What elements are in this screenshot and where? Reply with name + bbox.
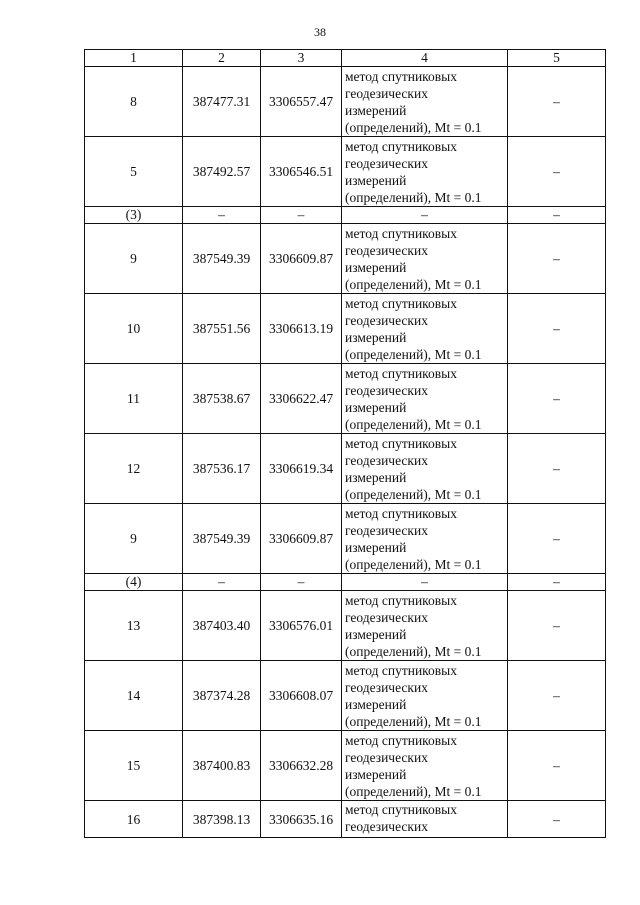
col5-cell: – (508, 224, 606, 294)
x-coordinate-cell: 387492.57 (183, 137, 261, 207)
table-row (85, 224, 606, 294)
col5-cell: – (508, 434, 606, 504)
header-col-4: 4 (342, 50, 508, 67)
method-text-line: (определений), Mt = 0.1 (345, 783, 482, 799)
y-coordinate-cell: 3306619.34 (261, 434, 342, 504)
table-row (85, 661, 606, 731)
section-separator-row (85, 574, 606, 591)
method-text-line: измерений (345, 329, 407, 345)
method-cell (342, 731, 508, 801)
method-text-line: (определений), Mt = 0.1 (345, 416, 482, 432)
method-text-line: метод спутниковых (345, 592, 457, 608)
method-text-line: (определений), Mt = 0.1 (345, 486, 482, 502)
table-row (85, 364, 606, 434)
method-cell (342, 434, 508, 504)
y-coordinate-cell: 3306613.19 (261, 294, 342, 364)
y-coordinate-cell: – (261, 574, 342, 591)
method-cell (342, 224, 508, 294)
point-number-cell: 10 (85, 294, 183, 364)
header-col-2: 2 (183, 50, 261, 67)
y-coordinate-cell: 3306609.87 (261, 224, 342, 294)
method-text-line: геодезических (345, 382, 428, 398)
method-text-line: измерений (345, 696, 407, 712)
x-coordinate-cell: 387398.13 (183, 801, 261, 838)
table-row (85, 67, 606, 137)
method-text-line: измерений (345, 399, 407, 415)
section-label: (3) (85, 207, 183, 224)
method-text-line: метод спутниковых (345, 802, 457, 817)
method-text-line: метод спутниковых (345, 662, 457, 678)
y-coordinate-cell: 3306622.47 (261, 364, 342, 434)
y-coordinate-cell: 3306576.01 (261, 591, 342, 661)
table-row (85, 294, 606, 364)
method-text-line: (определений), Mt = 0.1 (345, 119, 482, 135)
point-number-cell: 16 (85, 801, 183, 838)
y-coordinate-cell: 3306635.16 (261, 801, 342, 838)
method-text-line: геодезических (345, 312, 428, 328)
method-text-line: (определений), Mt = 0.1 (345, 713, 482, 729)
col5-cell: – (508, 801, 606, 838)
method-cell (342, 591, 508, 661)
method-text-line: геодезических (345, 679, 428, 695)
method-text-line: измерений (345, 766, 407, 782)
method-text-line: метод спутниковых (345, 68, 457, 84)
point-number-cell: 9 (85, 504, 183, 574)
x-coordinate-cell: 387536.17 (183, 434, 261, 504)
method-text-line: метод спутниковых (345, 505, 457, 521)
x-coordinate-cell: 387374.28 (183, 661, 261, 731)
method-cell: – (342, 574, 508, 591)
method-cell (342, 294, 508, 364)
method-text-line: метод спутниковых (345, 295, 457, 311)
method-text-line: измерений (345, 469, 407, 485)
method-cell (342, 801, 508, 838)
header-col-5: 5 (508, 50, 606, 67)
table-row (85, 801, 606, 838)
method-cell: – (342, 207, 508, 224)
method-text-line: измерений (345, 626, 407, 642)
method-text-line: геодезических (345, 85, 428, 101)
x-coordinate-cell: 387538.67 (183, 364, 261, 434)
col5-cell: – (508, 661, 606, 731)
point-number-cell: 15 (85, 731, 183, 801)
x-coordinate-cell: 387549.39 (183, 224, 261, 294)
coordinates-table-body (85, 50, 606, 838)
method-text-line: (определений), Mt = 0.1 (345, 643, 482, 659)
point-number-cell: 5 (85, 137, 183, 207)
y-coordinate-cell: 3306608.07 (261, 661, 342, 731)
table-row (85, 137, 606, 207)
table-row (85, 434, 606, 504)
x-coordinate-cell: – (183, 207, 261, 224)
method-text-line: геодезических (345, 242, 428, 258)
col5-cell: – (508, 137, 606, 207)
method-text-line: геодезических (345, 155, 428, 171)
header-col-3: 3 (261, 50, 342, 67)
col5-cell: – (508, 364, 606, 434)
table-header-row (85, 50, 606, 67)
method-cell (342, 137, 508, 207)
y-coordinate-cell: 3306546.51 (261, 137, 342, 207)
point-number-cell: 12 (85, 434, 183, 504)
method-text-line: (определений), Mt = 0.1 (345, 556, 482, 572)
method-cell (342, 67, 508, 137)
x-coordinate-cell: 387403.40 (183, 591, 261, 661)
method-text-line: геодезических (345, 452, 428, 468)
point-number-cell: 13 (85, 591, 183, 661)
x-coordinate-cell: 387551.56 (183, 294, 261, 364)
point-number-cell: 9 (85, 224, 183, 294)
method-text-line: геодезических (345, 819, 428, 834)
method-cell (342, 661, 508, 731)
section-label: (4) (85, 574, 183, 591)
x-coordinate-cell: – (183, 574, 261, 591)
method-text-line: метод спутниковых (345, 225, 457, 241)
method-text-line: геодезических (345, 522, 428, 538)
method-text-line: метод спутниковых (345, 138, 457, 154)
y-coordinate-cell: 3306557.47 (261, 67, 342, 137)
method-text-line: измерений (345, 539, 407, 555)
table-row (85, 731, 606, 801)
method-text-line: метод спутниковых (345, 365, 457, 381)
x-coordinate-cell: 387400.83 (183, 731, 261, 801)
col5-cell: – (508, 294, 606, 364)
method-text-line: (определений), Mt = 0.1 (345, 276, 482, 292)
method-text-line: метод спутниковых (345, 732, 457, 748)
col5-cell: – (508, 574, 606, 591)
table-row (85, 504, 606, 574)
y-coordinate-cell: – (261, 207, 342, 224)
x-coordinate-cell: 387477.31 (183, 67, 261, 137)
coordinates-table (84, 49, 606, 838)
col5-cell: – (508, 67, 606, 137)
point-number-cell: 11 (85, 364, 183, 434)
col5-cell: – (508, 731, 606, 801)
method-text-line: измерений (345, 102, 407, 118)
method-text-line: (определений), Mt = 0.1 (345, 346, 482, 362)
col5-cell: – (508, 207, 606, 224)
header-col-1: 1 (85, 50, 183, 67)
method-text-line: геодезических (345, 749, 428, 765)
method-text-line: измерений (345, 172, 407, 188)
col5-cell: – (508, 504, 606, 574)
table-row (85, 591, 606, 661)
y-coordinate-cell: 3306609.87 (261, 504, 342, 574)
method-cell (342, 364, 508, 434)
method-text-line: (определений), Mt = 0.1 (345, 189, 482, 205)
method-text-line: геодезических (345, 609, 428, 625)
method-text-line: измерений (345, 259, 407, 275)
page-number: 38 (314, 25, 326, 39)
col5-cell: – (508, 591, 606, 661)
point-number-cell: 14 (85, 661, 183, 731)
method-cell (342, 504, 508, 574)
point-number-cell: 8 (85, 67, 183, 137)
y-coordinate-cell: 3306632.28 (261, 731, 342, 801)
x-coordinate-cell: 387549.39 (183, 504, 261, 574)
method-text-line: метод спутниковых (345, 435, 457, 451)
section-separator-row (85, 207, 606, 224)
